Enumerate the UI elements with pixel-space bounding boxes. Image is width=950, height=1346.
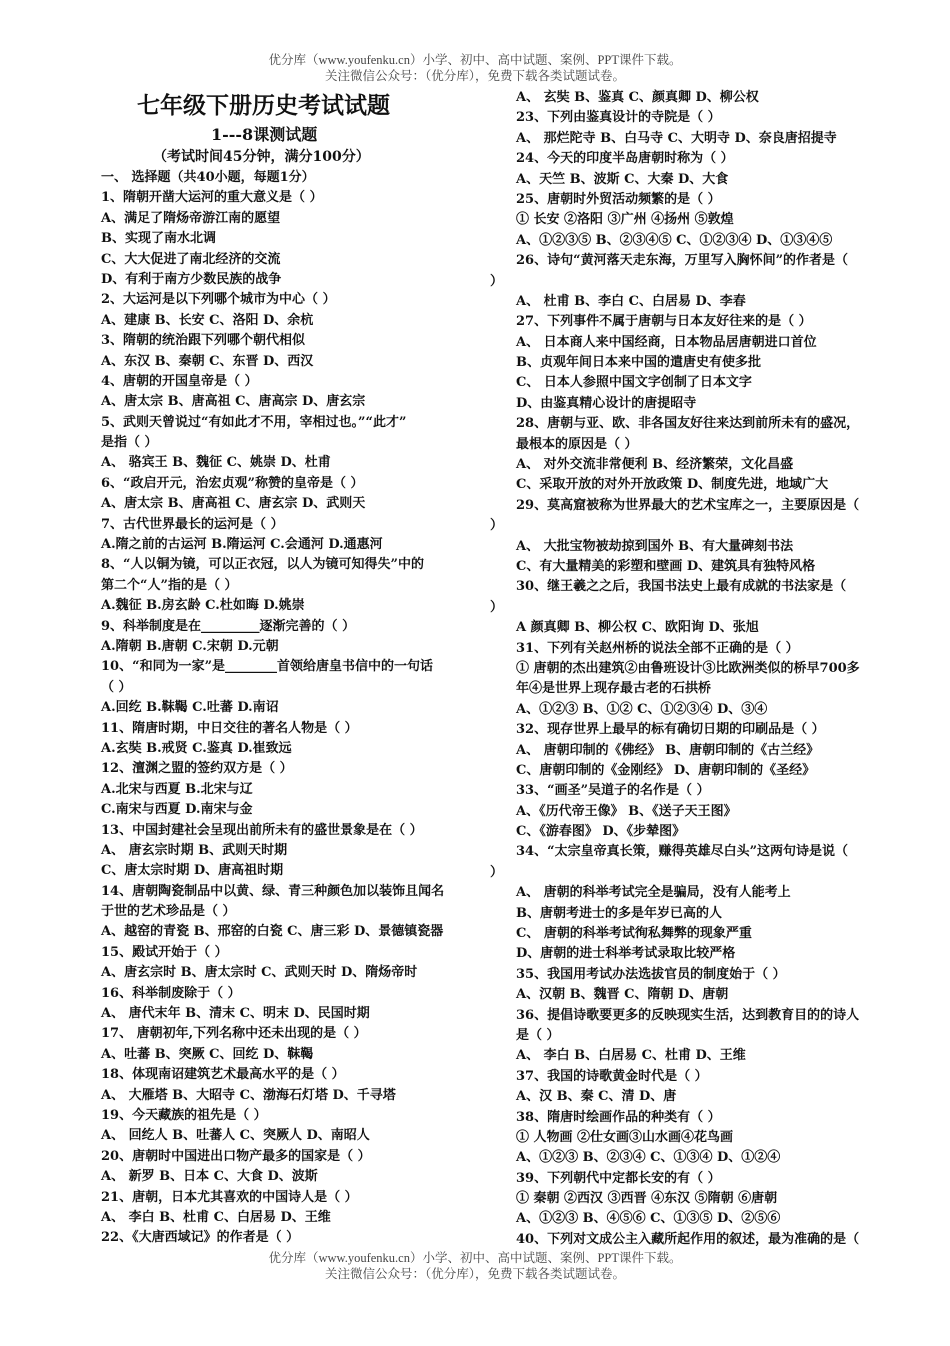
question-line: A、 唐朝印制的《佛经》 B、唐朝印制的《古兰经》	[516, 742, 820, 758]
question-line: A、 骆宾王 B、魏征 C、姚崇 D、杜甫	[101, 455, 331, 471]
question-line: ）	[490, 864, 504, 880]
question-line: 年④是世界上现存最古老的石拱桥	[516, 681, 712, 697]
footer-line-2: 关注微信公众号：（优分库），免费下载各类试题试卷。	[324, 1267, 625, 1281]
question-line: 33、“画圣”吴道子的名作是（ ）	[516, 783, 710, 799]
question-line: A、 唐代末年 B、清末 C、明末 D、民国时期	[101, 1006, 370, 1022]
question-line: D、唐朝的进士科举考试录取比较严格	[516, 946, 736, 962]
question-line: A、①②③ B、①② C、①②③④ D、③④	[516, 701, 768, 717]
question-line: A.北宋与西夏 B.北宋与辽	[101, 781, 253, 797]
question-line: B、实现了南水北调	[101, 231, 216, 247]
question-line: 是（ ）	[516, 1027, 560, 1043]
question-line: C、《游春图》 D、《步辇图》	[516, 824, 686, 840]
exam-info: （考试时间45分钟，满分100分）	[153, 149, 370, 165]
header-line-2: 关注微信公众号：（优分库），免费下载各类试题试卷。	[324, 69, 625, 83]
question-line: A.隋之前的古运河 B.隋运河 C.会通河 D.通惠河	[101, 537, 383, 553]
question-line: 25、唐朝时外贸活动频繁的是（ ）	[516, 191, 721, 207]
question-line: A、 那烂陀寺 B、白马寺 C、大明寺 D、奈良唐招提寺	[516, 130, 837, 146]
question-line: ）	[490, 599, 504, 615]
right-question-list	[490, 88, 882, 1250]
question-line: ）	[490, 273, 504, 289]
question-line: 15、殿试开始于（ ）	[101, 944, 228, 960]
question-line: 19、今天藏族的祖先是（ ）	[101, 1107, 267, 1123]
question-line: 38、隋唐时绘画作品的种类有（ ）	[516, 1109, 721, 1125]
left-column	[101, 88, 476, 1249]
question-line: A、汉 B、秦 C、清 D、唐	[516, 1089, 677, 1105]
question-line: A、 新罗 B、日本 C、大食 D、波斯	[101, 1169, 318, 1185]
question-line: 39、下列朝代中定都长安的有（ ）	[516, 1170, 721, 1186]
question-line: 35、我国用考试办法选拔官员的制度始于（ ）	[516, 966, 786, 982]
question-line: A、①②③ B、④⑤⑥ C、①③⑤ D、②⑤⑥	[516, 1211, 781, 1227]
question-line: （ ）	[101, 679, 132, 695]
question-line: C、唐太宗时期 D、唐高祖时期	[101, 863, 284, 879]
question-line: 5、武则天曾说过“有如此才不用，宰相过也。”“此才”	[101, 414, 407, 430]
header-line-1: 优分库（www.youfenku.cn）小学、初中、高中试题、案例、PPT课件下载。	[268, 53, 682, 67]
question-line: A、唐太宗 B、唐高祖 C、唐高宗 D、唐玄宗	[101, 394, 366, 410]
question-line: 34、“太宗皇帝真长策，赚得英雄尽白头”这两句诗是说（	[516, 844, 849, 860]
question-line: C、 日本人参照中国文字创制了日本文字	[516, 375, 752, 391]
question-line: 第二个“人”指的是（ ）	[101, 577, 238, 593]
question-line: 36、提倡诗歌要更多的反映现实生活，达到教育目的的诗人	[516, 1007, 860, 1023]
question-line: A、 杜甫 B、李白 C、白居易 D、李春	[516, 293, 746, 309]
question-line: A、吐蕃 B、突厥 C、回纥 D、靺鞨	[101, 1046, 314, 1062]
question-line: 9、科举制度是在_________逐渐完善的（ ）	[101, 618, 356, 634]
question-line: A、 李白 B、白居易 C、杜甫 D、王维	[516, 1048, 746, 1064]
question-line: A、越窑的青瓷 B、邢窑的白瓷 C、唐三彩 D、景德镇瓷器	[101, 924, 444, 940]
page-subtitle: 1---8课测试题	[211, 125, 318, 144]
question-line: 20、唐朝时中国进出口物产最多的国家是（ ）	[101, 1148, 371, 1164]
question-line: ① 长安 ②洛阳 ③广州 ④扬州 ⑤敦煌	[516, 212, 734, 228]
question-line: A、东汉 B、秦朝 C、东晋 D、西汉	[101, 353, 314, 369]
question-line: 13、中国封建社会呈现出前所未有的盛世景象是在（ ）	[101, 822, 423, 838]
question-line: 16、科举制废除于（ ）	[101, 985, 241, 1001]
question-line: D、有利于南方少数民族的战争	[101, 271, 282, 287]
question-line: A.魏征 B.房玄龄 C.杜如晦 D.姚崇	[101, 598, 305, 614]
question-line: C、采取开放的对外开放政策 D、制度先进，地域广大	[516, 477, 829, 493]
question-line: A、①②③⑤ B、②③④⑤ C、①②③④ D、①③④⑤	[516, 232, 833, 248]
question-line: A、 李白 B、杜甫 C、白居易 D、王维	[101, 1209, 331, 1225]
question-line: A、①②③ B、②③④ C、①③④ D、①②④	[516, 1150, 781, 1166]
page-footer	[0, 1250, 950, 1282]
question-line: 30、继王羲之之后，我国书法史上最有成就的书法家是（	[516, 579, 847, 595]
page-title: 七年级下册历史考试试题	[137, 92, 390, 119]
question-line: ① 唐朝的杰出建筑②由鲁班设计③比欧洲类似的桥早700多	[516, 660, 860, 676]
question-line: 3、隋朝的统治跟下列哪个朝代相似	[101, 333, 306, 349]
question-line: 2、大运河是以下列哪个城市为中心（ ）	[101, 292, 336, 308]
page-header	[0, 52, 950, 84]
question-line: 11、隋唐时期，中日交往的著名人物是（ ）	[101, 720, 358, 736]
question-line: 17、 唐朝初年,下列名称中还未出现的是（ ）	[101, 1026, 367, 1042]
question-line: 28、唐朝与亚、欧、非各国友好往来达到前所未有的盛况，	[516, 416, 860, 432]
question-line: 最根本的原因是（ ）	[516, 436, 638, 452]
question-line: 7、古代世界最长的运河是（ ）	[101, 516, 284, 532]
footer-line-1: 优分库（www.youfenku.cn）小学、初中、高中试题、案例、PPT课件下载。	[268, 1251, 682, 1265]
question-line: ① 人物画 ②仕女画③山水画④花鸟画	[516, 1129, 734, 1145]
question-line: 12、澶渊之盟的签约双方是（ ）	[101, 761, 293, 777]
question-line: ① 秦朝 ②西汉 ③西晋 ④东汉 ⑤隋朝 ⑥唐朝	[516, 1191, 778, 1207]
question-line: 27、下列事件不属于唐朝与日本友好往来的是（ ）	[516, 314, 812, 330]
question-line: 22、《大唐西域记》的作者是（ ）	[101, 1230, 300, 1246]
question-line: 14、唐朝陶瓷制品中以黄、绿、青三种颜色加以装饰且闻名	[101, 883, 445, 899]
question-line: 于世的艺术珍品是（ ）	[101, 904, 236, 920]
question-line: 21、唐朝，日本尤其喜欢的中国诗人是（ ）	[101, 1189, 358, 1205]
question-line: A.回纥 B.靺鞨 C.吐蕃 D.南诏	[101, 700, 279, 716]
question-line: 26、诗句“黄河落天走东海，万里写入胸怀间”的作者是（	[516, 253, 849, 269]
question-line: 8、“人以铜为镜，可以正衣冠，以人为镜可知得失”中的	[101, 557, 425, 573]
question-line: 23、下列由鉴真设计的寺院是（ ）	[516, 110, 721, 126]
question-line: 4、唐朝的开国皇帝是（ ）	[101, 373, 258, 389]
question-line: A、唐太宗 B、唐高祖 C、唐玄宗 D、武则天	[101, 496, 366, 512]
question-line: A、天竺 B、波斯 C、大秦 D、大食	[516, 171, 729, 187]
question-line: 1、隋朝开凿大运河的重大意义是（ ）	[101, 190, 323, 206]
question-line: 一、 选择题（共40小题，每题1分）	[101, 170, 315, 185]
question-line: 10、“和同为一家”是________首领给唐皇书信中的一句话	[101, 659, 434, 675]
question-line: A、 大批宝物被劫掠到国外 B、有大量碑刻书法	[516, 538, 794, 554]
question-line: A、 唐玄宗时期 B、武则天时期	[101, 842, 288, 858]
question-line: 37、我国的诗歌黄金时代是（ ）	[516, 1068, 708, 1084]
right-column	[490, 88, 882, 1250]
question-line: B、贞观年间日本来中国的遣唐史有使多批	[516, 355, 761, 371]
question-line: A.隋朝 B.唐朝 C.宋朝 D.元朝	[101, 638, 279, 654]
left-question-list	[101, 168, 476, 1249]
question-line: A.玄奘 B.戒贤 C.鉴真 D.崔致远	[101, 740, 292, 756]
question-line: 18、体现南诏建筑艺术最高水平的是（ ）	[101, 1067, 345, 1083]
question-line: A 颜真卿 B、柳公权 C、欧阳询 D、张旭	[516, 620, 759, 636]
question-line: C、唐朝印制的《金刚经》 D、唐朝印制的《圣经》	[516, 762, 816, 778]
question-line: 32、现存世界上最早的标有确切日期的印刷品是（ ）	[516, 722, 825, 738]
question-line: 40、下列对文成公主入藏所起作用的叙述，最为准确的是（	[516, 1231, 860, 1247]
question-line: A、 对外交流非常便利 B、经济繁荣，文化昌盛	[516, 457, 794, 473]
question-line: 6、“政启开元，治宏贞观”称赞的皇帝是（ ）	[101, 475, 364, 491]
question-line: C、 唐朝的科举考试徇私舞弊的现象严重	[516, 926, 752, 942]
question-line: A、 回纥人 B、吐蕃人 C、突厥人 D、南昭人	[101, 1128, 370, 1144]
question-line: A、 玄奘 B、鉴真 C、颜真卿 D、柳公权	[516, 90, 759, 105]
question-line: A、汉朝 B、魏晋 C、隋朝 D、唐朝	[516, 987, 729, 1003]
question-line: C、有大量精美的彩塑和壁画 D、建筑具有独特风格	[516, 558, 816, 574]
question-line: A、 日本商人来中国经商，日本物品居唐朝进口首位	[516, 334, 817, 350]
question-line: 31、下列有关赵州桥的说法全部不正确的是（ ）	[516, 640, 799, 656]
question-line: A、唐玄宗时 B、唐太宗时 C、武则天时 D、隋炀帝时	[101, 965, 418, 981]
question-line: C、大大促进了南北经济的交流	[101, 251, 281, 267]
question-line: B、唐朝考进士的多是年岁已高的人	[516, 905, 722, 921]
question-line: C.南宋与西夏 D.南宋与金	[101, 802, 253, 818]
question-line: D、由鉴真精心设计的唐提昭寺	[516, 395, 697, 411]
question-line: 是指（ ）	[101, 435, 158, 451]
question-line: 29、莫高窟被称为世界最大的艺术宝库之一，主要原因是（	[516, 497, 860, 513]
question-line: A、 唐朝的科举考试完全是骗局，没有人能考上	[516, 885, 791, 901]
question-line: 24、今天的印度半岛唐朝时称为（ ）	[516, 151, 734, 167]
question-line: ）	[490, 518, 504, 534]
question-line: A、建康 B、长安 C、洛阳 D、余杭	[101, 312, 314, 328]
question-line: A、满足了隋炀帝游江南的愿望	[101, 210, 281, 226]
question-line: A、 大雁塔 B、大昭寺 C、渤海石灯塔 D、千寻塔	[101, 1087, 396, 1103]
question-line: A、《历代帝王像》 B、《送子天王图》	[516, 803, 737, 819]
